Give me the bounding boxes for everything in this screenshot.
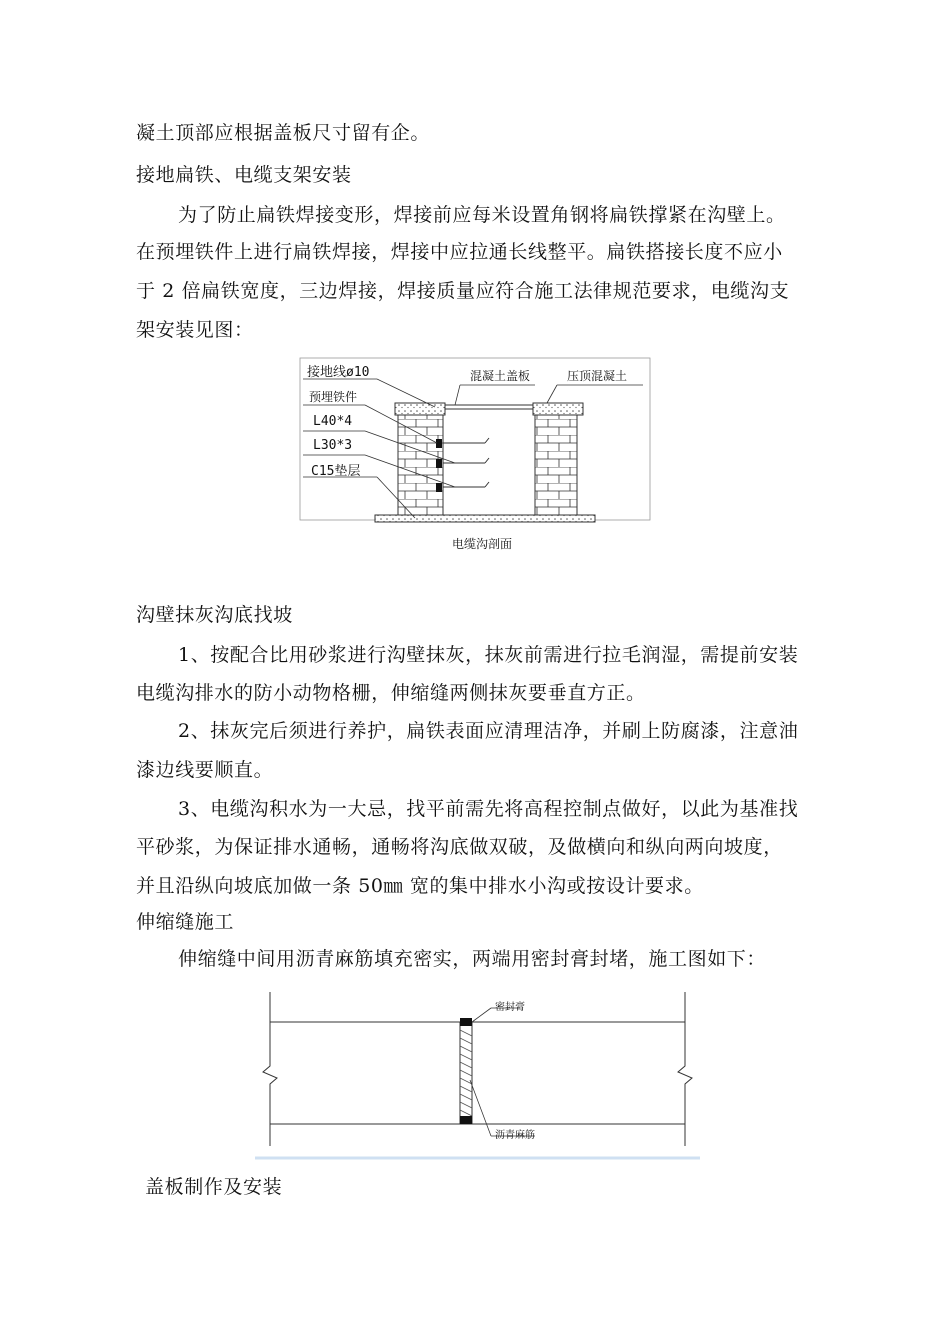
expansion-joint-figure (255, 988, 700, 1160)
text-line: 1、按配合比用砂浆进行沟壁抹灰，抹灰前需进行拉毛润湿，需提前安装 (178, 644, 799, 666)
label-embedded-iron: 预埋铁件 (309, 390, 358, 404)
label-cover-plate: 混凝土盖板 (470, 369, 531, 383)
text-line: 平砂浆，为保证排水通畅，通畅将沟底做双破，及做横向和纵向两向坡度， (136, 836, 783, 858)
text-line: 漆边线要顺直。 (136, 759, 274, 781)
label-c15: C15垫层 (311, 464, 361, 479)
text-line: 于 2 倍扁铁宽度，三边焊接，焊接质量应符合施工法律规范要求，电缆沟支 (136, 280, 790, 302)
figure-caption: 电缆沟剖面 (452, 537, 513, 551)
section-heading: 沟壁抹灰沟底找坡 (136, 604, 293, 626)
sealant-bottom (460, 1116, 472, 1124)
section-heading: 盖板制作及安装 (145, 1176, 283, 1198)
section-heading: 伸缩缝施工 (136, 911, 235, 933)
text-line: 为了防止扁铁焊接变形，焊接前应每米设置角钢将扁铁撑紧在沟壁上。 (178, 204, 786, 226)
text-line: 凝土顶部应根据盖板尺寸留有企。 (136, 122, 431, 144)
label-l40: L40*4 (313, 414, 353, 429)
label-asphalt-hemp: 沥青麻筋 (495, 1130, 535, 1141)
cover-plate (445, 405, 533, 409)
sealant-top (460, 1018, 472, 1026)
label-top-concrete: 压顶混凝土 (567, 369, 628, 383)
text-line: 3、电缆沟积水为一大忌，找平前需先将高程控制点做好，以此为基准找 (178, 798, 799, 820)
text-line: 伸缩缝中间用沥青麻筋填充密实，两端用密封膏封堵，施工图如下： (178, 948, 767, 970)
text-line: 2、抹灰完后须进行养护，扁铁表面应清理洁净，并刷上防腐漆，注意油 (178, 720, 799, 742)
label-sealant: 密封膏 (495, 1002, 525, 1013)
right-wall (535, 415, 577, 515)
text-line: 并且沿纵向坡底加做一条 50㎜ 宽的集中排水小沟或按设计要求。 (136, 875, 704, 897)
label-l30: L30*3 (313, 438, 353, 453)
text-line: 电缆沟排水的防小动物格栅，伸缩缝两侧抹灰要垂直方正。 (136, 682, 646, 704)
text-line: 架安装见图： (136, 319, 254, 341)
label-ground-wire: 接地线ø10 (307, 365, 370, 380)
text-line: 在预埋铁件上进行扁铁焊接，焊接中应拉通长线整平。扁铁搭接长度不应小 (136, 241, 783, 263)
cable-trench-section-figure (295, 355, 655, 560)
c15-base-layer (375, 515, 595, 522)
section-heading: 接地扁铁、电缆支架安装 (136, 164, 352, 186)
